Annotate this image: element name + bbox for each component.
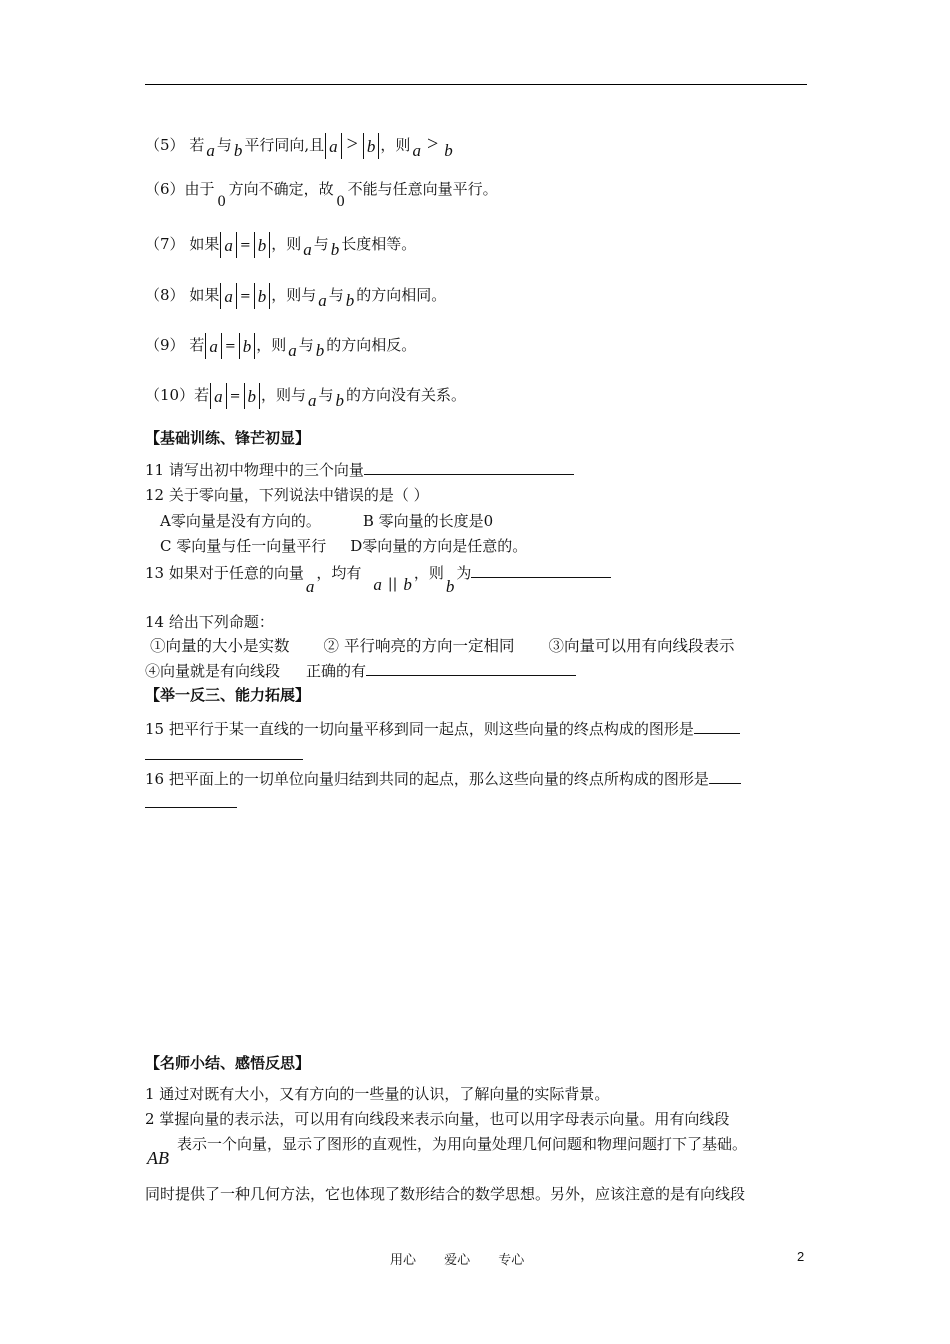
section-heading-basic: 【基础训练、锋芒初显】 — [145, 429, 311, 447]
item-number: （10） — [145, 386, 195, 404]
summary-2: 2 掌握向量的表示法，可以用有向线段来表示向量，也可以用字母表示向量。用有向线段 — [145, 1110, 730, 1128]
vector-b: b — [445, 577, 455, 596]
abs-b — [239, 333, 256, 359]
question-text: 15 把平行于某一直线的一切向量平移到同一起点，则这些向量的终点构成的图形是 — [145, 720, 694, 738]
question-12 — [145, 484, 429, 505]
item-7 — [145, 232, 416, 258]
question-16 — [145, 768, 741, 789]
question-text: 16 把平面上的一切单位向量归结到共同的起点，那么这些向量的终点所构成的图形是 — [145, 770, 709, 788]
gt-sign: > — [346, 133, 358, 155]
vector-ab-symbol: AB — [147, 1148, 169, 1168]
header-rule — [145, 84, 807, 85]
answer-blank[interactable] — [364, 460, 574, 475]
statement-1: ①向量的大小是实数 — [150, 637, 290, 655]
section-heading-summary: 【名师小结、感悟反思】 — [145, 1054, 311, 1072]
vector-a: a — [224, 236, 233, 255]
abs-b — [363, 133, 380, 159]
abs-a — [220, 232, 237, 258]
question-text: 11 请写出初中物理中的三个向量 — [145, 461, 364, 479]
text: 平行同向,且 — [244, 136, 325, 154]
parallel-sign: || — [387, 576, 398, 592]
question-text: 14 给出下列命题： — [145, 613, 274, 631]
zero-vector: 0 — [336, 193, 345, 210]
text: 不能与任意向量平行。 — [347, 180, 498, 198]
summary-2-cont: 表示一个向量，显示了图形的直观性，为用向量处理几何问题和物理问题打下了基础。 — [177, 1135, 748, 1153]
question-12-options-ab — [160, 510, 493, 531]
vector-b: b — [444, 141, 453, 160]
answer-blank[interactable] — [709, 769, 741, 784]
item-number: （9） — [145, 336, 185, 354]
text: 如果 — [189, 286, 220, 304]
item-number: （6） — [145, 180, 185, 198]
item-5 — [145, 133, 455, 159]
statement-3: ③向量可以用有向线段表示 — [548, 637, 735, 655]
option-d: D零向量的方向是任意的。 — [350, 537, 528, 555]
abs-b — [244, 383, 261, 409]
text: 与 — [313, 235, 329, 253]
question-text: 12 关于零向量，下列说法中错误的是（ ） — [145, 486, 429, 504]
question-12-options-cd — [160, 535, 527, 556]
text: 由于 — [184, 180, 215, 198]
answer-blank-continued[interactable] — [145, 806, 237, 808]
text: 若 — [194, 386, 210, 404]
summary-1: 1 通过对既有大小，又有方向的一些量的认识，了解向量的实际背景。 — [145, 1085, 610, 1103]
section-heading-extension: 【举一反三、能力拓展】 — [145, 686, 311, 704]
item-6 — [145, 178, 498, 210]
vector-a: a — [224, 287, 233, 306]
abs-b — [254, 232, 271, 258]
page-footer: 用心 爱心 专心 — [390, 1253, 525, 1268]
vector-a: a — [209, 337, 218, 356]
question-text: 13 如果对于任意的向量 — [145, 564, 304, 582]
question-11 — [145, 459, 574, 480]
text: 的方向相同。 — [356, 286, 447, 304]
text: 与 — [318, 386, 334, 404]
zero-vector: 0 — [217, 193, 226, 210]
vector-b: b — [247, 387, 257, 406]
question-14 — [145, 611, 274, 632]
option-b: B 零向量的长度是0 — [362, 512, 494, 530]
text: ，则 — [271, 235, 302, 253]
question-15 — [145, 718, 740, 739]
option-c: C 零向量与任一向量平行 — [160, 537, 327, 555]
text: ，则 — [256, 336, 287, 354]
vector-a: a — [288, 341, 297, 360]
vector-b: b — [257, 236, 267, 255]
text: 的方向没有关系。 — [346, 386, 467, 404]
vector-b: b — [233, 141, 243, 160]
vector-a: a — [214, 387, 223, 406]
item-8 — [145, 283, 446, 309]
equals-sign: = — [239, 289, 251, 304]
vector-a: a — [308, 391, 317, 410]
vector-a: a — [329, 137, 338, 156]
text: 如果 — [189, 235, 220, 253]
vector-a: a — [373, 575, 382, 594]
text: ，则与 — [271, 286, 317, 304]
question-14-statements — [150, 634, 734, 656]
vector-a: a — [303, 240, 312, 259]
text: ，则与 — [261, 386, 307, 404]
vector-b: b — [242, 337, 252, 356]
summary-2-cont2: 同时提供了一种几何方法，它也体现了数形结合的数学思想。另外，应该注意的是有向线段 — [145, 1185, 746, 1203]
question-text: ，则 — [413, 564, 444, 582]
vector-b: b — [330, 240, 340, 259]
question-13 — [145, 562, 611, 596]
equals-sign: = — [224, 339, 236, 354]
text: 若 — [189, 136, 205, 154]
abs-a — [205, 333, 222, 359]
page-number: 2 — [797, 1249, 805, 1264]
vector-b: b — [257, 287, 267, 306]
option-a: A零向量是没有方向的。 — [160, 512, 321, 530]
gt-sign: > — [426, 133, 439, 155]
equals-sign: = — [229, 389, 241, 404]
vector-a: a — [305, 577, 315, 596]
abs-b — [254, 283, 271, 309]
question-text: 正确的有 — [306, 662, 367, 680]
text: 与 — [298, 336, 314, 354]
text: 若 — [189, 336, 205, 354]
statement-4: ④向量就是有向线段 — [145, 662, 281, 680]
text: 与 — [328, 286, 344, 304]
text: 长度相等。 — [341, 235, 417, 253]
vector-b: b — [366, 137, 376, 156]
vector-b: b — [315, 341, 325, 360]
text: 的方向相反。 — [326, 336, 417, 354]
item-9 — [145, 333, 416, 359]
vector-b: b — [403, 575, 412, 594]
question-14-answer — [145, 660, 576, 681]
answer-blank-continued[interactable] — [145, 758, 303, 760]
answer-blank[interactable] — [471, 563, 611, 578]
vector-a: a — [412, 141, 421, 160]
equals-sign: = — [239, 238, 251, 253]
vector-b: b — [345, 291, 355, 310]
item-number: （8） — [145, 286, 185, 304]
item-number: （7） — [145, 235, 185, 253]
answer-blank[interactable] — [694, 719, 740, 734]
question-text: ，均有 — [316, 564, 362, 582]
vector-a: a — [318, 291, 327, 310]
abs-a — [325, 133, 342, 159]
answer-blank[interactable] — [366, 661, 576, 676]
item-10 — [145, 383, 466, 409]
question-text: 为 — [456, 564, 472, 582]
vector-a: a — [206, 141, 215, 160]
text: ，则 — [380, 136, 411, 154]
text: 方向不确定，故 — [228, 180, 334, 198]
statement-2: ② 平行响亮的方向一定相同 — [323, 637, 515, 655]
item-number: （5） — [145, 136, 185, 154]
vector-b: b — [335, 391, 345, 410]
text: 与 — [216, 136, 232, 154]
abs-a — [220, 283, 237, 309]
abs-a — [210, 383, 227, 409]
